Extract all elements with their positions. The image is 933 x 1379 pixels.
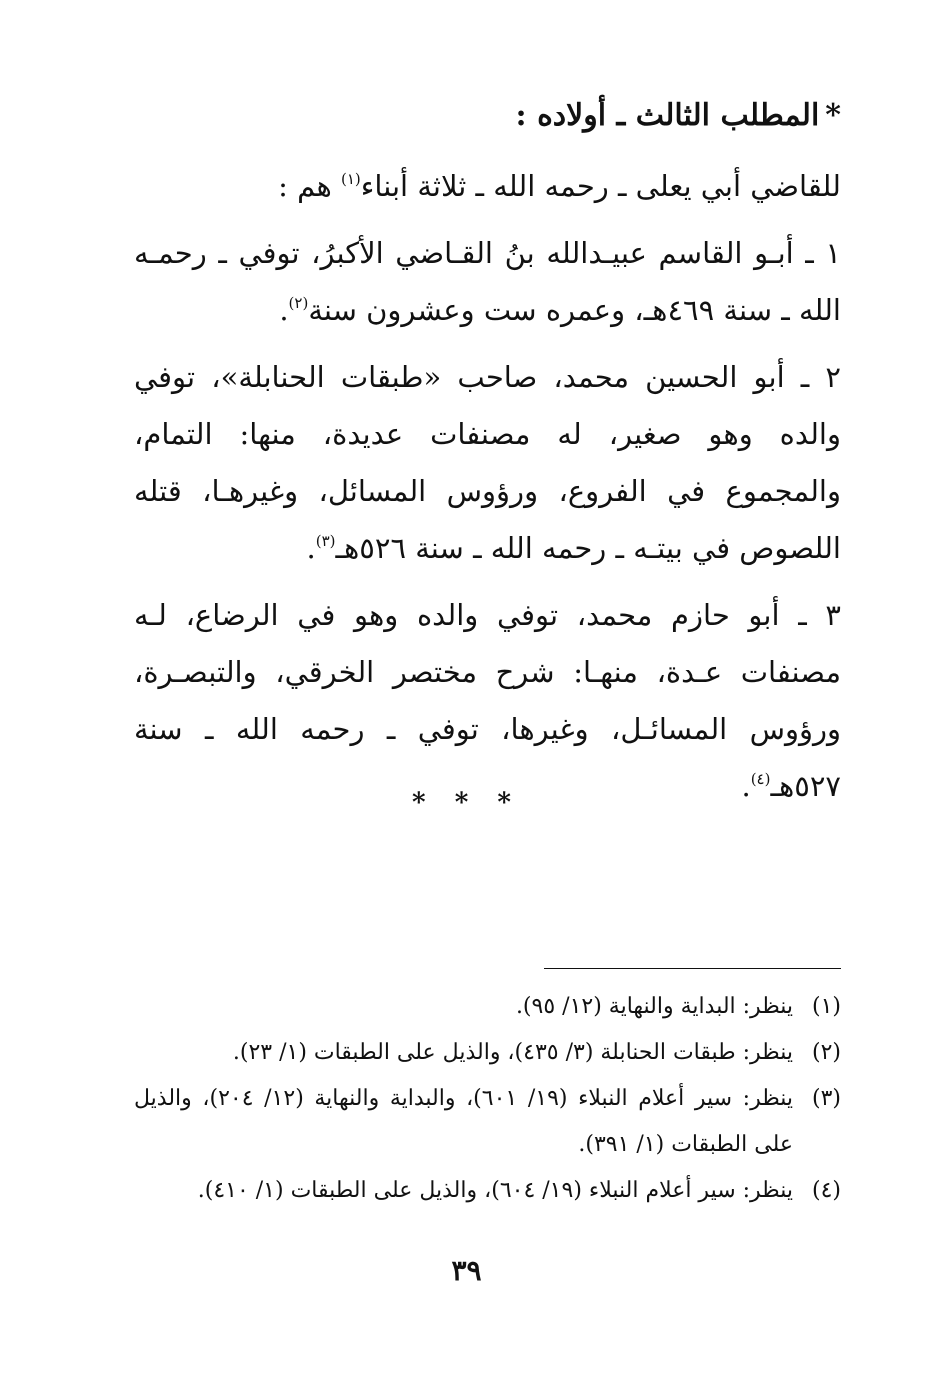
footnote-ref: (٣) <box>315 532 336 550</box>
main-text <box>134 96 841 815</box>
footnote-divider <box>544 968 841 969</box>
footnote-ref: (١) <box>340 170 361 188</box>
footnote-ref: (٤) <box>750 770 771 788</box>
footnote-number: (٢) <box>811 1040 841 1065</box>
footnote-text: ينظر: سير أعلام النبلاء (١٩/ ٦٠١)، والبداية والنهاية (١٢/ ٢٠٤)، والذيل على الطبقات (١/ ٣٩١). <box>134 1086 794 1157</box>
list-item: ١ ـ أبـو القاسم عبيـدالله بنُ القـاضي الأكبرُ، توفي ـ رحمـه الله ـ سنة ٤٦٩هـ، وعمره ست وعشرون سنة$^{(٢)}$. <box>134 236 841 327</box>
intro-paragraph: للقاضي أبي يعلى ـ رحمه الله ـ ثلاثة أبناء$^{(١)}$ هم : <box>278 169 841 203</box>
footnotes <box>134 984 841 1214</box>
list-item: ٣ ـ أبو حازم محمد، توفي والده وهو في الرضاع، لـه مصنفات عـدة، منهـا: شرح مختصر الخرقي، والتبصـرة، ورؤوس المسائـل، وغيرها، توفي ـ رحمه الله ـ سنة ٥٢٧هـ$^{(٤)}$. <box>134 598 841 803</box>
footnote-text: ينظر: البداية والنهاية (١٢/ ٩٥). <box>515 994 793 1019</box>
asterisk-icon: * <box>825 98 841 133</box>
section-heading <box>134 96 841 136</box>
page-number: ٣٩ <box>451 1254 482 1287</box>
footnote-text: ينظر: طبقات الحنابلة (٣/ ٤٣٥)، والذيل على الطبقات (١/ ٢٣). <box>232 1040 793 1065</box>
footnote <box>134 1030 841 1076</box>
section-separator: * * * <box>412 788 521 818</box>
footnote-number: (٤) <box>811 1178 841 1203</box>
list-item: ٢ ـ أبو الحسين محمد، صاحب «طبقات الحنابلة»، توفي والده وهو صغير، له مصنفات عديدة، منها: التمام، والمجموع في الفروع، ورؤوس المسائل، وغيرهـا، قتله اللصوص في بيتـه ـ رحمه الله ـ سنة ٥٢٦هـ$^{(٣)}$. <box>134 360 841 565</box>
footnote <box>134 1076 841 1168</box>
section-heading-text: المطلب الثالث ـ أولاده : <box>515 98 820 133</box>
footnote-number: (٣) <box>811 1086 841 1111</box>
footnote <box>134 1168 841 1214</box>
footnote-text: ينظر: سير أعلام النبلاء (١٩/ ٦٠٤)، والذيل على الطبقات (١/ ٤١٠). <box>197 1178 793 1203</box>
footnote-ref: (٢) <box>288 294 309 312</box>
footnote-number: (١) <box>811 994 841 1019</box>
footnote <box>134 984 841 1030</box>
